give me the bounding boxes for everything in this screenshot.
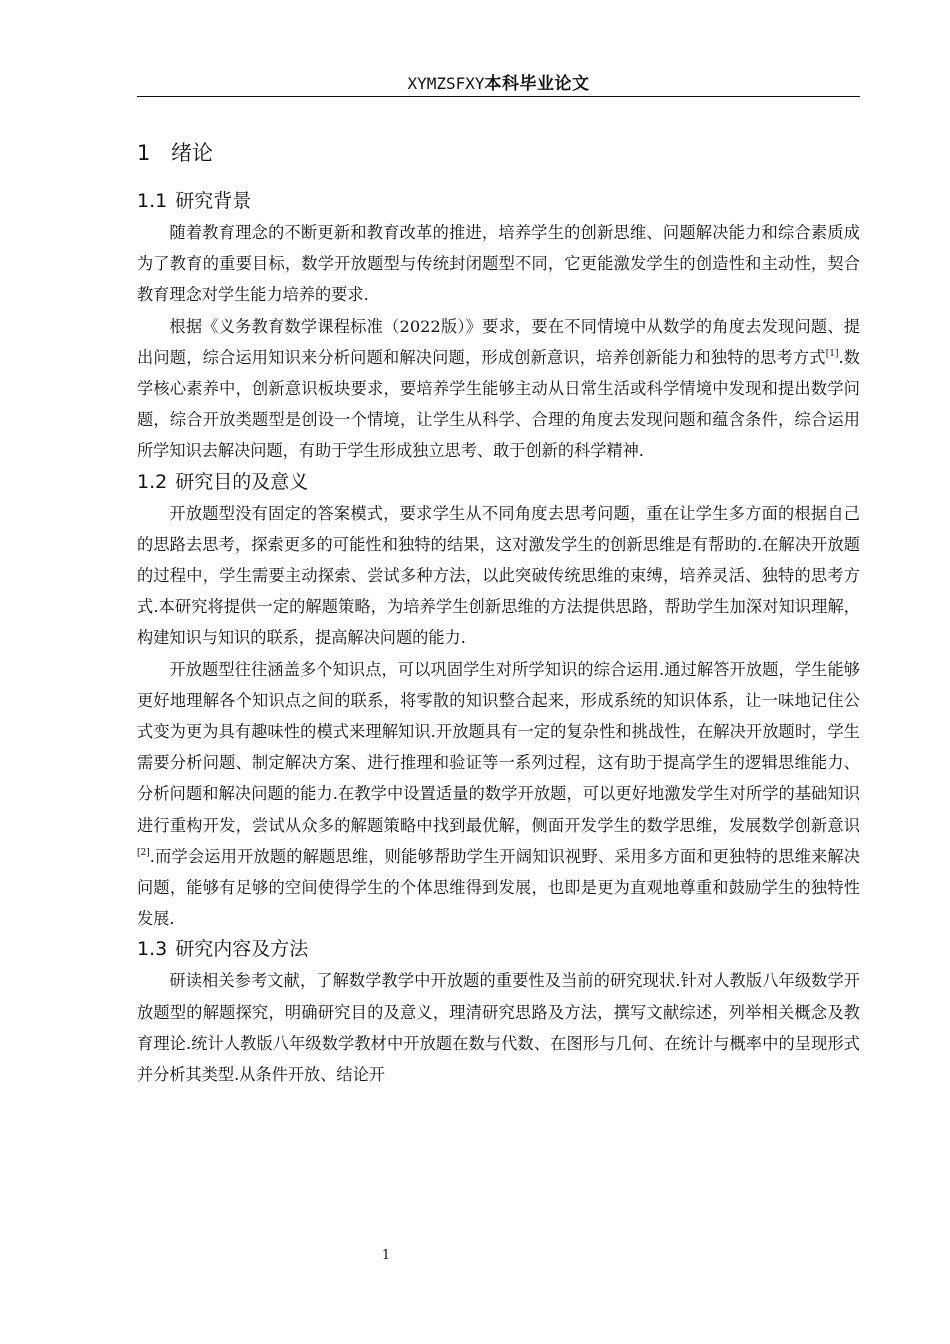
paragraph-text: .而学会运用开放题的解题思维，则能够帮助学生开阔知识视野、采用多方面和更独特的思维来解决问题，能够有足够的空间使得学生的个体思维得到发展，也即是更为直观地尊重和鼓励学生的独特性发展.: [137, 846, 860, 929]
section-title: 研究目的及意义: [175, 470, 309, 493]
header-school-code: XYMZSFXY: [407, 74, 485, 93]
chapter-number: 1: [137, 141, 151, 165]
paragraph-text: 研读相关参考文献，了解数学教学中开放题的重要性及当前的研究现状.针对人教版八年级数学开放题型的解题探究，明确研究目的及意义，理清研究思路及方法，撰写文献综述，列举相关概念及教育理论.统计人教版八年级数学教材中开放题在数与代数、在图形与几何、在统计与概率中的呈现形式并分析其类型.从条件开放、结论开: [137, 971, 860, 1085]
paragraph: [137, 965, 860, 1090]
paragraph: [137, 311, 860, 467]
paragraph: [137, 498, 860, 654]
paragraph: [137, 654, 860, 935]
document-body: [137, 130, 860, 1090]
section-title: 研究背景: [175, 190, 252, 212]
paragraph-text: 根据《义务教育数学课程标准（2022版）》要求，要在不同情境中从数学的角度去发现问题、提出问题，综合运用知识来分析问题和解决问题，形成创新意识，培养创新能力和独特的思考方式: [137, 316, 860, 367]
section-heading: [137, 934, 860, 965]
section-heading: [137, 186, 860, 217]
paragraph-text: .数学核心素养中，创新意识板块要求，要培养学生能够主动从日常生活或科学情境中发现和提出数学问题，综合开放类题型是创设一个情境，让学生从科学、合理的角度去发现问题和蕴含条件，综合运用所学知识去解决问题，有助于学生形成独立思考、敢于创新的科学精神.: [137, 347, 860, 461]
paragraph-text: 开放题型往往涵盖多个知识点，可以巩固学生对所学知识的综合运用.通过解答开放题，学生能够更好地理解各个知识点之间的联系，将零散的知识整合起来，形成系统的知识体系，让一味地记住公式变为更为具有趣味性的模式来理解知识.开放题具有一定的复杂性和挑战性，在解决开放题时，学生需要分析问题、制定解决方案、进行推理和验证等一系列过程，这有助于提高学生的逻辑思维能力、分析问题和解决问题的能力.在教学中设置适量的数学开放题，可以更好地激发学生对所学的基础知识进行重构开发，尝试从众多的解题策略中找到最优解，侧面开发学生的数学思维，发展数学创新意识: [137, 659, 860, 835]
citation-marker: [2]: [137, 847, 150, 858]
page-number: 1: [381, 1248, 391, 1263]
chapter-title: 绪论: [171, 141, 213, 165]
paragraph: [137, 217, 860, 311]
chapter-heading: [137, 138, 860, 168]
paragraph-text: 随着教育理念的不断更新和教育改革的推进，培养学生的创新思维、问题解决能力和综合素质成为了教育的重要目标，数学开放题型与传统封闭题型不同，它更能激发学生的创造性和主动性，契合教育理念对学生能力培养的要求.: [137, 223, 860, 305]
section-number: 1.3: [137, 938, 168, 961]
section-title: 研究内容及方法: [175, 938, 309, 961]
citation-marker: [1]: [825, 348, 839, 359]
section-number: 1.2: [137, 470, 168, 493]
section-heading: [137, 467, 860, 498]
page-header: [137, 72, 860, 97]
header-thesis-label: 本科毕业论文: [484, 74, 590, 94]
section-number: 1.1: [137, 190, 168, 212]
paragraph-text: 开放题型没有固定的答案模式，要求学生从不同角度去思考问题，重在让学生多方面的根据自己的思路去思考，探索更多的可能性和独特的结果，这对激发学生的创新思维是有帮助的.在解决开放题的过程中，学生需要主动探索、尝试多种方法，以此突破传统思维的束缚，培养灵活、独特的思考方式.本研究将提供一定的解题策略，为培养学生创新思维的方法提供思路，帮助学生加深对知识理解，构建知识与知识的联系，提高解决问题的能力.: [137, 503, 860, 648]
